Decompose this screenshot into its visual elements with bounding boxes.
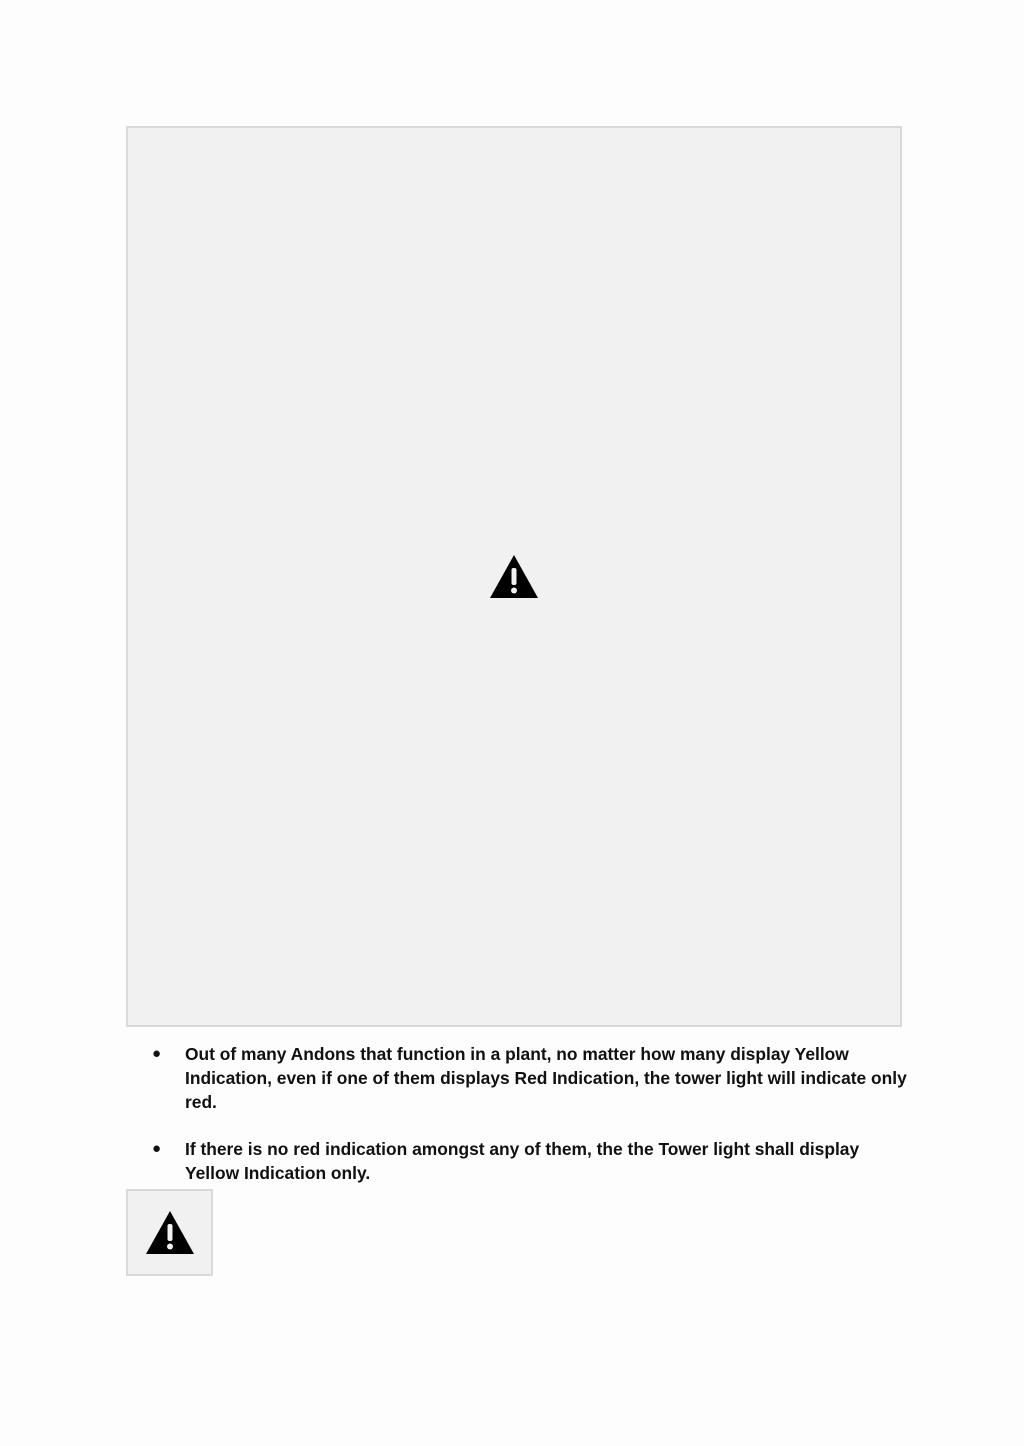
list-item [152, 1042, 912, 1114]
bullet-text: Out of many Andons that function in a plant, no matter how many display Yellow Indication, even if one of them displays Red Indication, the tower light will indicate only red. [185, 1044, 907, 1112]
warning-icon [146, 1211, 194, 1254]
broken-image-placeholder [126, 1189, 213, 1276]
andon-rules-list [152, 1042, 912, 1185]
list-item [152, 1137, 912, 1185]
bullet-text: If there is no red indication amongst any of them, the the Tower light shall display Yellow Indication only. [185, 1139, 860, 1183]
bullet-marker: ● [152, 1140, 162, 1157]
broken-image-placeholder [126, 126, 902, 1027]
bullet-marker: ● [152, 1045, 162, 1062]
warning-icon [490, 555, 538, 598]
